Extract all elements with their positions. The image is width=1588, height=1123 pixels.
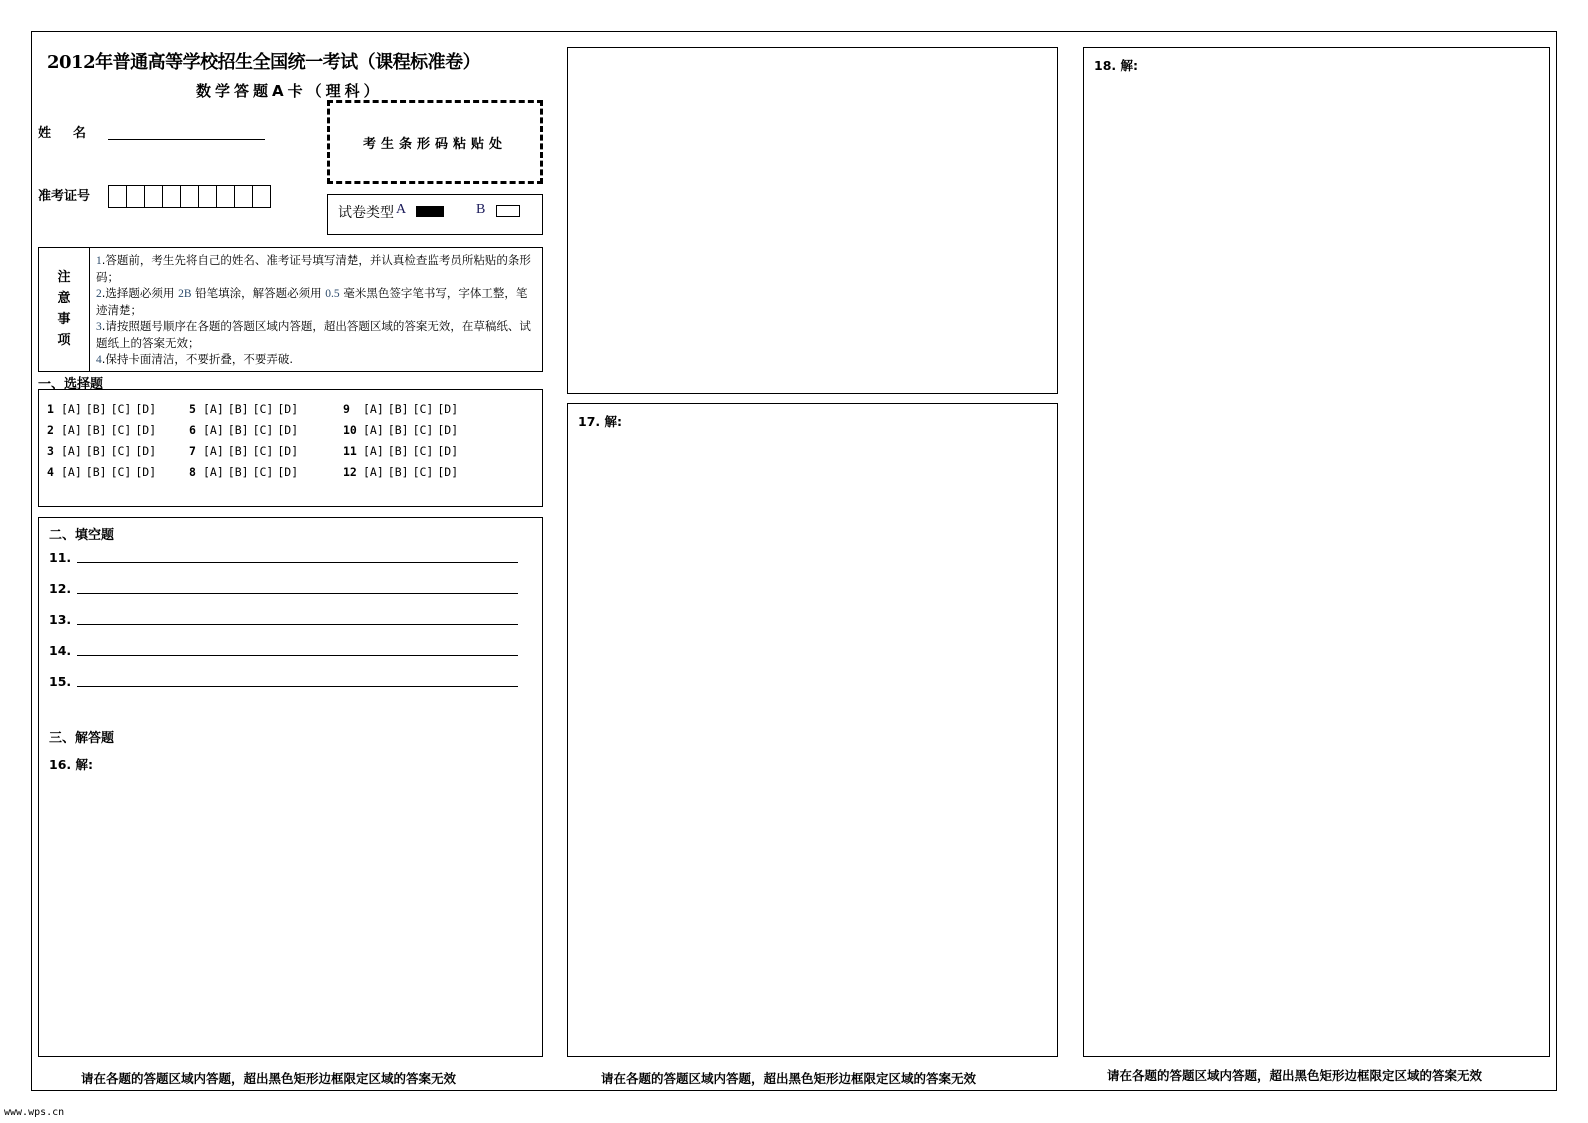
choice-question-row: [343, 398, 462, 419]
choice-question-number: 3: [47, 443, 54, 458]
paper-type-b-bubble[interactable]: [496, 205, 520, 217]
choice-option-bubble[interactable]: [A]: [203, 422, 224, 437]
choice-question-number: 12: [343, 464, 357, 479]
fill-question-number: 12.: [49, 581, 72, 596]
choice-option-bubble[interactable]: [C]: [110, 443, 132, 458]
fill-row[interactable]: [49, 612, 518, 627]
question-17-answer-area[interactable]: [567, 403, 1058, 1057]
choice-option-bubble[interactable]: [B]: [85, 401, 107, 416]
choice-option-bubble[interactable]: [D]: [437, 422, 459, 437]
section-choice-title: 一、选择题: [38, 377, 104, 392]
question-16-label: 16. 解:: [49, 757, 93, 772]
choice-option-bubble[interactable]: [B]: [227, 464, 249, 479]
fill-row[interactable]: [49, 674, 518, 689]
fill-question-number: 15.: [49, 674, 72, 689]
choice-option-bubble[interactable]: [D]: [135, 401, 157, 416]
note-item: 4.保持卡面清洁，不要折叠，不要弄破.: [96, 352, 294, 366]
choice-option-bubble[interactable]: [D]: [437, 401, 459, 416]
question-16-continued-area[interactable]: [567, 47, 1058, 394]
section-fill-title: 二、填空题: [49, 528, 115, 543]
choice-option-bubble[interactable]: [C]: [412, 401, 434, 416]
choice-column: [343, 398, 462, 482]
barcode-label: 考生条形码粘贴处: [362, 136, 507, 152]
sheet-title: 2012年普通高等学校招生全国统一考试（课程标准卷）: [47, 52, 481, 73]
exam-number-digit-box[interactable]: [162, 185, 181, 208]
choice-option-bubble[interactable]: [A]: [203, 401, 224, 416]
fill-answer-line[interactable]: [77, 593, 518, 594]
choice-column: [189, 398, 302, 482]
choice-option-bubble[interactable]: [B]: [387, 464, 409, 479]
exam-number-digit-box[interactable]: [234, 185, 253, 208]
choice-option-bubble[interactable]: [B]: [387, 443, 409, 458]
choice-question-row: [189, 440, 302, 461]
notes-label-char: 事: [57, 312, 71, 327]
exam-number-digit-box[interactable]: [180, 185, 199, 208]
exam-number-digit-box[interactable]: [198, 185, 217, 208]
fill-row[interactable]: [49, 550, 518, 565]
paper-type-a-label: A: [396, 202, 407, 217]
choice-option-bubble[interactable]: [A]: [61, 464, 82, 479]
note-item: 3.请按照题号顺序在各题的答题区域内答题，超出答题区域的答案无效，在草稿纸、试题纸上的答案无效；: [96, 319, 531, 350]
choice-question-number: 4: [47, 464, 54, 479]
choice-option-bubble[interactable]: [B]: [85, 443, 107, 458]
choice-question-number: 9: [343, 401, 350, 416]
watermark: www.wps.cn: [4, 1107, 65, 1118]
choice-option-bubble[interactable]: [A]: [363, 464, 384, 479]
notes-label: [39, 248, 90, 371]
choice-option-bubble[interactable]: [A]: [203, 443, 224, 458]
note-item: 1.答题前，考生先将自己的姓名、准考证号填写清楚，并认真检查监考员所粘贴的条形码；: [96, 253, 531, 284]
choice-question-row: [189, 419, 302, 440]
choice-option-bubble[interactable]: [C]: [110, 422, 132, 437]
notes-label-char: 注: [57, 270, 71, 285]
choice-question-row: [47, 461, 160, 482]
choice-option-bubble[interactable]: [C]: [110, 401, 132, 416]
choice-option-bubble[interactable]: [D]: [135, 443, 157, 458]
choice-question-number: 8: [189, 464, 196, 479]
choice-question-number: 1: [47, 401, 54, 416]
choice-option-bubble[interactable]: [B]: [85, 422, 107, 437]
footer-warning: 请在各题的答题区域内答题，超出黑色矩形边框限定区域的答案无效: [81, 1071, 457, 1086]
choice-option-bubble[interactable]: [B]: [227, 443, 249, 458]
fill-question-number: 13.: [49, 612, 72, 627]
exam-number-digit-box[interactable]: [144, 185, 163, 208]
choice-option-bubble[interactable]: [D]: [135, 464, 157, 479]
choice-question-row: [189, 461, 302, 482]
paper-type-b-label: B: [476, 202, 486, 217]
choice-question-row: [343, 419, 462, 440]
choice-question-row: [189, 398, 302, 419]
fill-answer-line[interactable]: [77, 562, 518, 563]
choice-option-bubble[interactable]: [C]: [252, 443, 274, 458]
exam-number-digit-box[interactable]: [252, 185, 271, 208]
choice-option-bubble[interactable]: [B]: [85, 464, 107, 479]
choice-option-bubble[interactable]: [A]: [203, 464, 224, 479]
choice-option-bubble[interactable]: [A]: [61, 422, 82, 437]
barcode-paste-area: [327, 100, 543, 184]
choice-question-number: 11: [343, 443, 357, 458]
choice-option-bubble[interactable]: [A]: [363, 422, 384, 437]
exam-number-label: 准考证号: [38, 189, 91, 204]
choice-option-bubble[interactable]: [C]: [252, 464, 274, 479]
choice-option-bubble[interactable]: [B]: [227, 422, 249, 437]
choice-option-bubble[interactable]: [A]: [61, 401, 82, 416]
question-18-answer-area[interactable]: [1083, 47, 1550, 1057]
choice-option-bubble[interactable]: [D]: [437, 443, 459, 458]
name-field[interactable]: [108, 139, 265, 140]
choice-column: [47, 398, 160, 482]
choice-option-bubble[interactable]: [A]: [363, 401, 384, 416]
choice-option-bubble[interactable]: [C]: [412, 443, 434, 458]
sheet-subtitle: 数学答题A卡（理科）: [196, 82, 383, 100]
choice-option-bubble[interactable]: [C]: [412, 464, 434, 479]
exam-number-digit-box[interactable]: [216, 185, 235, 208]
name-label: 姓名: [38, 126, 109, 141]
choice-option-bubble[interactable]: [D]: [437, 464, 459, 479]
choice-question-row: [47, 419, 160, 440]
note-item: 2.选择题必须用 2B 铅笔填涂，解答题必须用 0.5 毫米黑色签字笔书写，字体工整，笔迹清楚；: [96, 286, 528, 317]
choice-option-bubble[interactable]: [B]: [227, 401, 249, 416]
choice-answer-area: [38, 389, 543, 507]
notes-label-char: 项: [57, 333, 71, 348]
paper-type-a-bubble[interactable]: [416, 206, 444, 217]
fill-question-number: 11.: [49, 550, 72, 565]
paper-type-box: [327, 194, 543, 235]
notes-label-char: 意: [57, 291, 71, 306]
choice-option-bubble[interactable]: [D]: [277, 401, 299, 416]
choice-question-number: 6: [189, 422, 196, 437]
choice-question-number: 10: [343, 422, 357, 437]
exam-number-digit-box[interactable]: [108, 185, 127, 208]
question-17-label: 17. 解:: [578, 414, 622, 429]
fill-answer-line[interactable]: [77, 686, 518, 687]
choice-option-bubble[interactable]: [C]: [252, 422, 274, 437]
choice-option-bubble[interactable]: [C]: [412, 422, 434, 437]
question-18-label: 18. 解:: [1094, 58, 1138, 73]
footer-warning: 请在各题的答题区域内答题，超出黑色矩形边框限定区域的答案无效: [601, 1071, 977, 1086]
fill-in-answer-area: [38, 517, 543, 1057]
choice-option-bubble[interactable]: [A]: [61, 443, 82, 458]
choice-question-row: [47, 440, 160, 461]
choice-option-bubble[interactable]: [A]: [363, 443, 384, 458]
choice-question-number: 7: [189, 443, 196, 458]
choice-question-row: [343, 461, 462, 482]
choice-option-bubble[interactable]: [B]: [387, 401, 409, 416]
fill-row[interactable]: [49, 581, 518, 596]
choice-option-bubble[interactable]: [D]: [277, 464, 299, 479]
choice-question-row: [47, 398, 160, 419]
fill-answer-line[interactable]: [77, 624, 518, 625]
footer-warning: 请在各题的答题区域内答题，超出黑色矩形边框限定区域的答案无效: [1107, 1068, 1483, 1083]
notes-body: [90, 248, 542, 371]
choice-option-bubble[interactable]: [C]: [110, 464, 132, 479]
choice-question-number: 5: [189, 401, 196, 416]
choice-option-bubble[interactable]: [D]: [277, 443, 299, 458]
notes-box: [38, 247, 543, 372]
choice-option-bubble[interactable]: [D]: [135, 422, 157, 437]
section-solve-title: 三、解答题: [49, 731, 115, 746]
choice-option-bubble[interactable]: [B]: [387, 422, 409, 437]
exam-number-digit-box[interactable]: [126, 185, 145, 208]
fill-question-number: 14.: [49, 643, 72, 658]
fill-answer-line[interactable]: [77, 655, 518, 656]
choice-question-row: [343, 440, 462, 461]
choice-option-bubble[interactable]: [C]: [252, 401, 274, 416]
exam-number-field[interactable]: [108, 185, 271, 208]
choice-option-bubble[interactable]: [D]: [277, 422, 299, 437]
choice-question-number: 2: [47, 422, 54, 437]
fill-row[interactable]: [49, 643, 518, 658]
paper-type-label: 试卷类型: [338, 205, 394, 221]
